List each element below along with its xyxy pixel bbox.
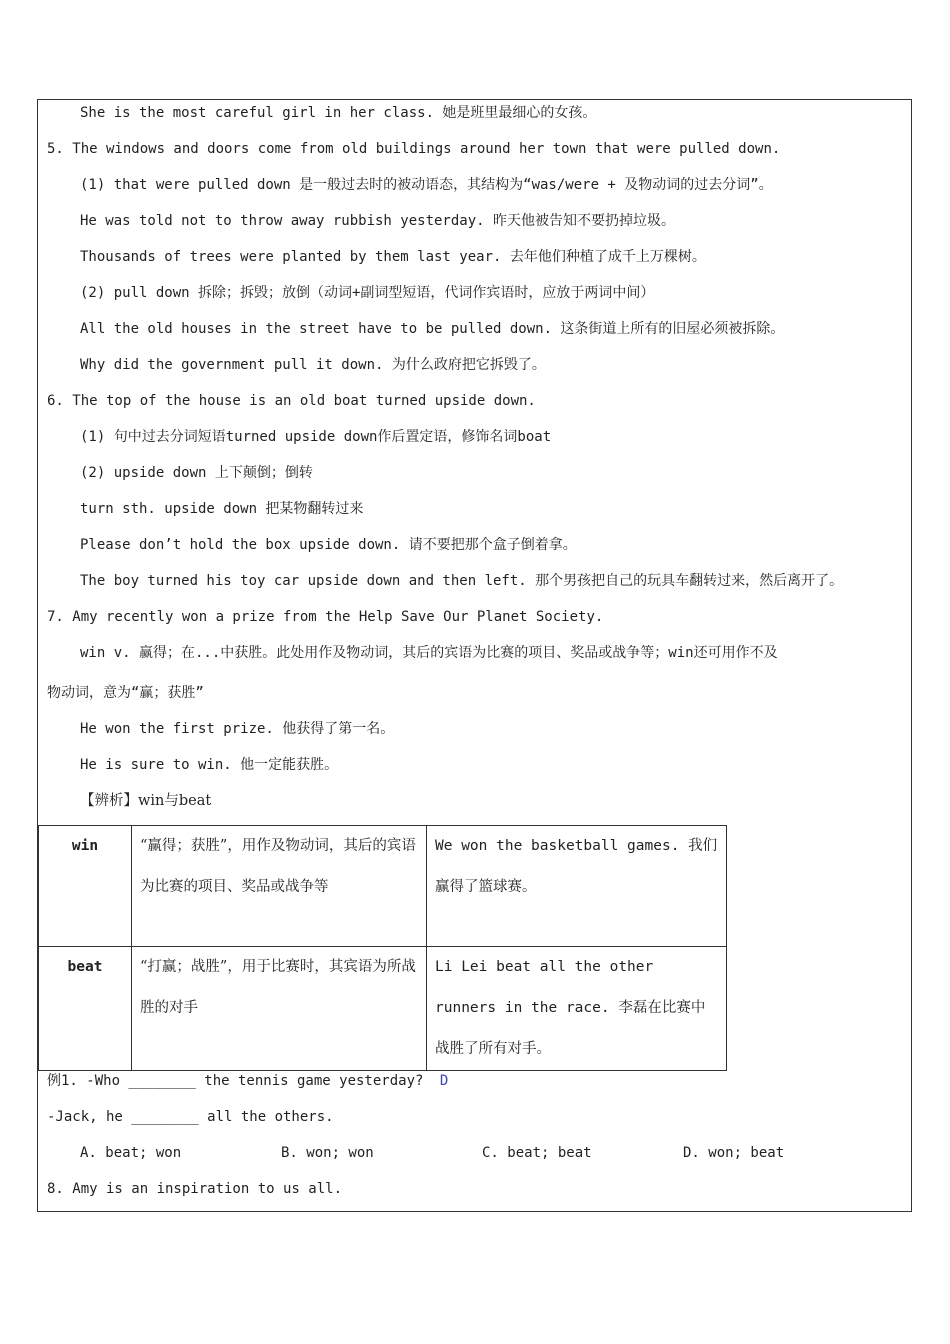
option-b: B. won; won — [281, 1145, 374, 1161]
exercise-answer: D — [439, 1073, 449, 1089]
example-sentence: The boy turned his toy car upside down and then left. 那个男孩把自己的玩具车翻转过来，然后离开了。 — [80, 573, 844, 589]
example-sentence: Why did the government pull it down. 为什么政府把它拆毁了。 — [80, 357, 546, 373]
note-text: (2) pull down 拆除；拆毁；放倒（动词+副词型短语，代词作宾语时，应放于两词中间） — [80, 285, 655, 301]
example-sentence: He was told not to throw away rubbish yesterday. 昨天他被告知不要扔掉垃圾。 — [80, 213, 676, 229]
item-7-heading: 7. Amy recently won a prize from the Help Save Our Planet Society. — [47, 609, 604, 625]
analysis-heading: 【辨析】win与beat — [80, 793, 212, 809]
option-a: A. beat; won — [80, 1145, 182, 1161]
note-text: (2) upside down 上下颠倒；倒转 — [80, 465, 313, 481]
note-text: 物动词，意为“赢；获胜” — [47, 685, 204, 701]
example-sentence: Please don’t hold the box upside down. 请不要把那个盒子倒着拿。 — [80, 537, 577, 553]
example-sentence: She is the most careful girl in her class. 她是班里最细心的女孩。 — [80, 105, 597, 121]
example-sentence: Thousands of trees were planted by them last year. 去年他们种植了成千上万棵树。 — [80, 249, 706, 265]
note-text: turn sth. upside down 把某物翻转过来 — [80, 501, 364, 517]
table-example: We won the basketball games. 我们赢得了篮球赛。 — [427, 826, 727, 947]
option-c: C. beat; beat — [482, 1145, 592, 1161]
exercise-question-text: 例1. -Who ________ the tennis game yesterday? — [47, 1073, 424, 1089]
item-6-heading: 6. The top of the house is an old boat turned upside down. — [47, 393, 536, 409]
note-text: (1) 句中过去分词短语turned upside down作后置定语，修饰名词boat — [80, 429, 552, 445]
table-row — [39, 826, 727, 947]
table-meaning: “赢得；获胜”，用作及物动词，其后的宾语为比赛的项目、奖品或战争等 — [132, 826, 427, 947]
exercise-question: -Jack, he ________ all the others. — [47, 1109, 334, 1125]
exercise-question — [47, 1071, 448, 1091]
comparison-table — [38, 825, 727, 1071]
option-d: D. won; beat — [683, 1145, 785, 1161]
table-meaning: “打赢；战胜”，用于比赛时，其宾语为所战胜的对手 — [132, 947, 427, 1071]
item-5-heading: 5. The windows and doors come from old buildings around her town that were pulled down. — [47, 141, 781, 157]
example-sentence: All the old houses in the street have to be pulled down. 这条街道上所有的旧屋必须被拆除。 — [80, 321, 785, 337]
table-row — [39, 947, 727, 1071]
item-8-heading: 8. Amy is an inspiration to us all. — [47, 1181, 343, 1197]
example-sentence: He won the first prize. 他获得了第一名。 — [80, 721, 395, 737]
table-example: Li Lei beat all the other runners in the race. 李磊在比赛中战胜了所有对手。 — [427, 947, 727, 1071]
table-term: win — [39, 826, 132, 947]
table-term: beat — [39, 947, 132, 1071]
example-sentence: He is sure to win. 他一定能获胜。 — [80, 757, 339, 773]
note-text: (1) that were pulled down 是一般过去时的被动语态，其结构为“was/were + 及物动词的过去分词”。 — [80, 177, 773, 193]
note-text: win v. 赢得；在...中获胜。此处用作及物动词，其后的宾语为比赛的项目、奖品或战争等；win还可用作不及 — [80, 645, 778, 661]
